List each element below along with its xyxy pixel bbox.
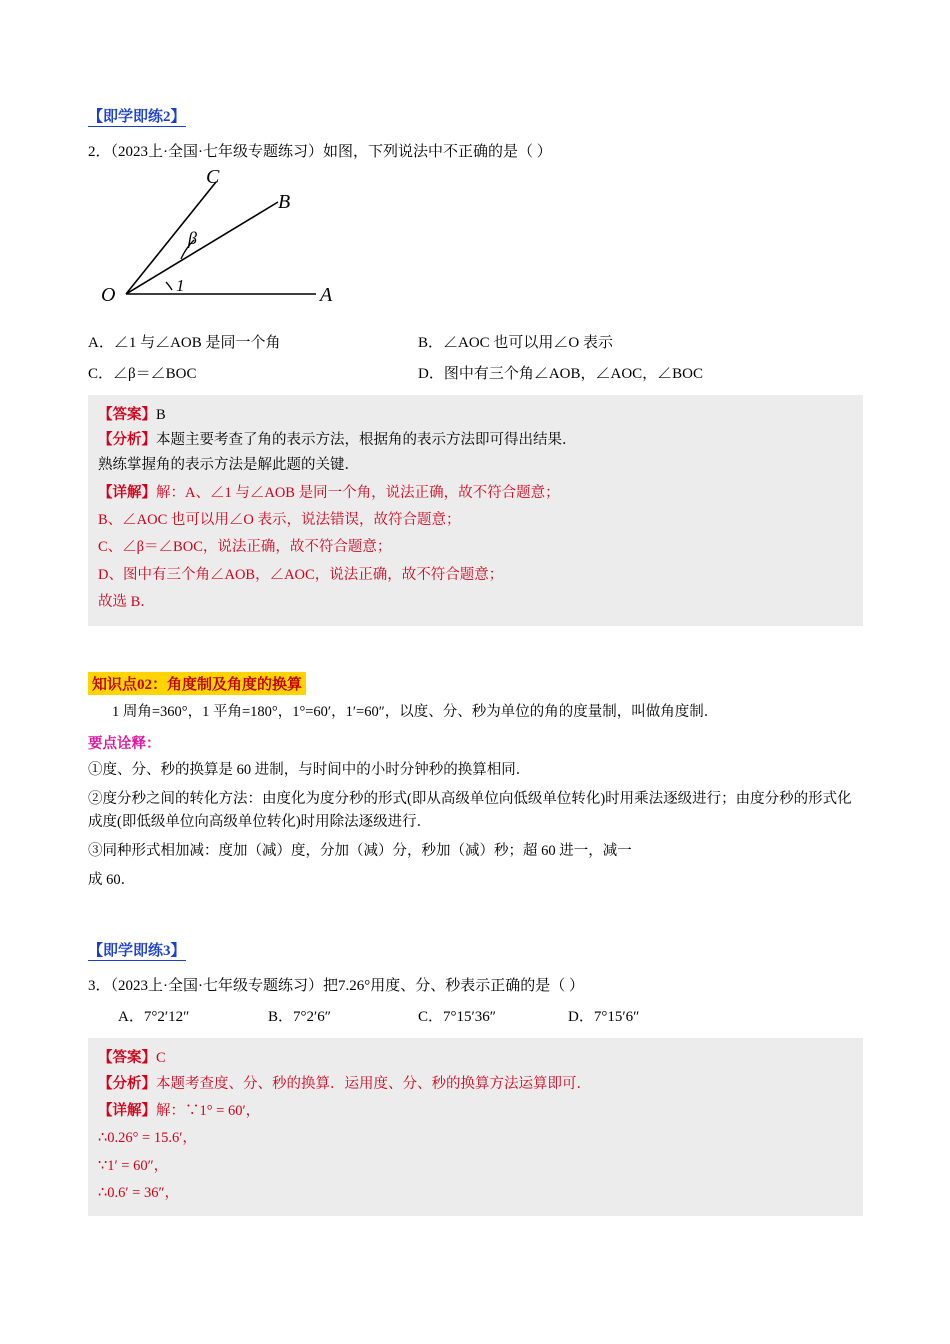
option-a[interactable]: A．∠1 与∠AOB 是同一个角 [88,334,281,351]
option-b[interactable]: B．7°2′6″ [268,1009,332,1026]
figure-label-1: 1 [176,275,185,295]
angle-figure [88,166,863,321]
key-point-item-3: ③同种形式相加减：度加（减）度，分加（减）分，秒加（减）秒；超 60 进一，减一 [88,843,632,860]
option-a[interactable]: A．7°2′12″ [118,1009,190,1026]
detail-final: 故选 B． [98,594,155,611]
answer-value: B [156,406,166,423]
detail-label: 【详解】 [98,484,156,501]
key-point-item-4: 成 60． [88,872,136,889]
answer-line [98,1046,853,1071]
option-b[interactable]: B．∠AOC 也可以用∠O 表示 [418,334,614,351]
answer-line [98,403,853,428]
analysis-text-2: 熟练掌握角的表示方法是解此题的关键． [98,457,359,474]
detail-d: D、图中有三个角∠AOB，∠AOC，说法正确，故不符合题意； [98,566,504,583]
detail-calc-4: ∴0.6′ = 36″， [98,1185,179,1201]
figure-label-beta: β [188,227,197,248]
detail-calc-1: ∵1° = 60′， [185,1102,261,1119]
key-points-label: 要点诠释： [88,735,161,752]
page-content [88,105,863,1216]
option-c[interactable]: C．∠β＝∠BOC [88,365,197,382]
answer-value: C [156,1050,166,1067]
knowledge-point-body: 1 周角=360°，1 平角=180°，1°=60′，1′=60″，以度、分、秒为单位的角的度量制，叫做角度制． [112,703,719,720]
practice-2-options-row-1 [88,331,863,352]
answer-label: 【答案】 [98,1050,156,1067]
practice-2-answer-box [88,395,863,626]
practice-2-options-row-2 [88,362,863,383]
practice-2-heading: 【即学即练2】 [88,105,186,127]
detail-line [98,1099,853,1124]
analysis-line-1 [98,428,853,453]
analysis-text: 本题考查度、分、秒的换算．运用度、分、秒的换算方法运算即可． [156,1075,591,1092]
practice-2-question: 2．（2023上·全国·七年级专题练习）如图，下列说法中不正确的是（ ） [88,144,552,160]
practice-3-options-row [88,1005,863,1026]
detail-calc-2: ∴0.26° = 15.6′， [98,1130,197,1147]
analysis-text-1: 本题主要考查了角的表示方法，根据角的表示方法即可得出结果． [156,431,577,448]
figure-label-O: O [101,283,116,306]
figure-label-B: B [278,190,291,213]
option-d[interactable]: D．图中有三个角∠AOB，∠AOC，∠BOC [418,365,704,382]
detail-lead: 解： [156,484,185,501]
detail-lead: 解： [156,1102,185,1119]
practice-3-answer-box [88,1038,863,1216]
figure-label-C: C [206,165,220,188]
detail-a: A、∠1 与∠AOB 是同一个角，说法正确，故不符合题意； [185,484,560,501]
knowledge-point-title: 知识点02：角度制及角度的换算 [88,672,306,695]
detail-c: C、∠β＝∠BOC，说法正确，故不符合题意； [98,539,392,556]
practice-3-heading: 【即学即练3】 [88,939,186,961]
key-point-item-2: ②度分秒之间的转化方法：由度化为度分秒的形式(即从高级单位向低级单位转化)时用乘法逐级进行；由度分秒的形式化成度(即低级单位向高级单位转化)时用除法逐级进行． [88,790,852,831]
analysis-label: 【分析】 [98,431,156,448]
detail-b: B、∠AOC 也可以用∠O 表示，说法错误，故符合题意； [98,512,461,528]
figure-label-A: A [320,283,333,306]
option-d[interactable]: D．7°15′6″ [568,1009,640,1026]
detail-label: 【详解】 [98,1102,156,1119]
option-c[interactable]: C．7°15′36″ [418,1009,497,1026]
key-point-item-1: ①度、分、秒的换算是 60 进制，与时间中的小时分钟秒的换算相同． [88,761,531,778]
detail-line-a [98,481,853,506]
detail-calc-3: ∵1′ = 60″， [98,1157,169,1174]
practice-3-question: 3．（2023上·全国·七年级专题练习）把7.26°用度、分、秒表示正确的是（ ） [88,977,584,994]
analysis-label: 【分析】 [98,1075,156,1092]
answer-label: 【答案】 [98,406,156,423]
angle-figure-svg [88,166,418,321]
analysis-line [98,1072,853,1097]
